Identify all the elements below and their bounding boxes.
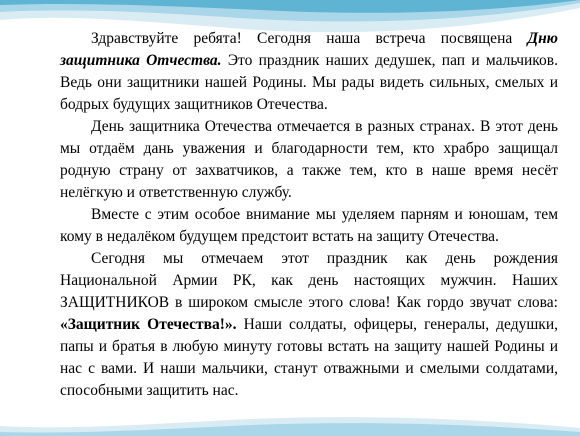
paragraph-2: День защитника Отечества отмечается в разных странах. В этот день мы отдаём дань уважения и благодарности тем, кто храбро защищал родную страну от захватчиков, а также тем, кто в наше время несёт нелёгкую и ответственную службу.	[60, 118, 558, 201]
paragraph-4	[60, 248, 558, 402]
paragraph-4-after: Наши солдаты, офицеры, генералы, дедушки, папы и братья в любую минуту готовы встать на защиту нашей Родины и нас с вами. И наши мальчики, станут отважными и смелыми солдатами, способными защитить нас.	[60, 316, 558, 399]
paragraph-4-before: Сегодня мы отмечаем этот праздник как день рождения Национальной Армии РК, как день настоящих мужчин. Наших ЗАЩИТНИКОВ в широком смысле этого слова! Как гордо звучат слова:	[60, 250, 558, 311]
paragraph-1	[60, 28, 558, 116]
paragraph-4-emphasis: «Защитник Отечества!».	[60, 316, 237, 333]
paragraph-1-emphasis: Дню защитника Отчества.	[60, 30, 558, 69]
speech-text	[60, 28, 558, 402]
paragraph-1-after: Это праздник наших дедушек, пап и мальчиков. Ведь они защитники нашей Родины. Мы рады видеть сильных, смелых и бодрых будущих защитников Отечества.	[60, 52, 558, 113]
paragraph-3: Вместе с этим особое внимание мы уделяем парням и юношам, тем кому в недалёком будущем предстоит встать на защиту Отечества.	[60, 206, 558, 245]
paragraph-1-before: Здравствуйте ребята! Сегодня наша встреча посвящена	[91, 30, 528, 47]
